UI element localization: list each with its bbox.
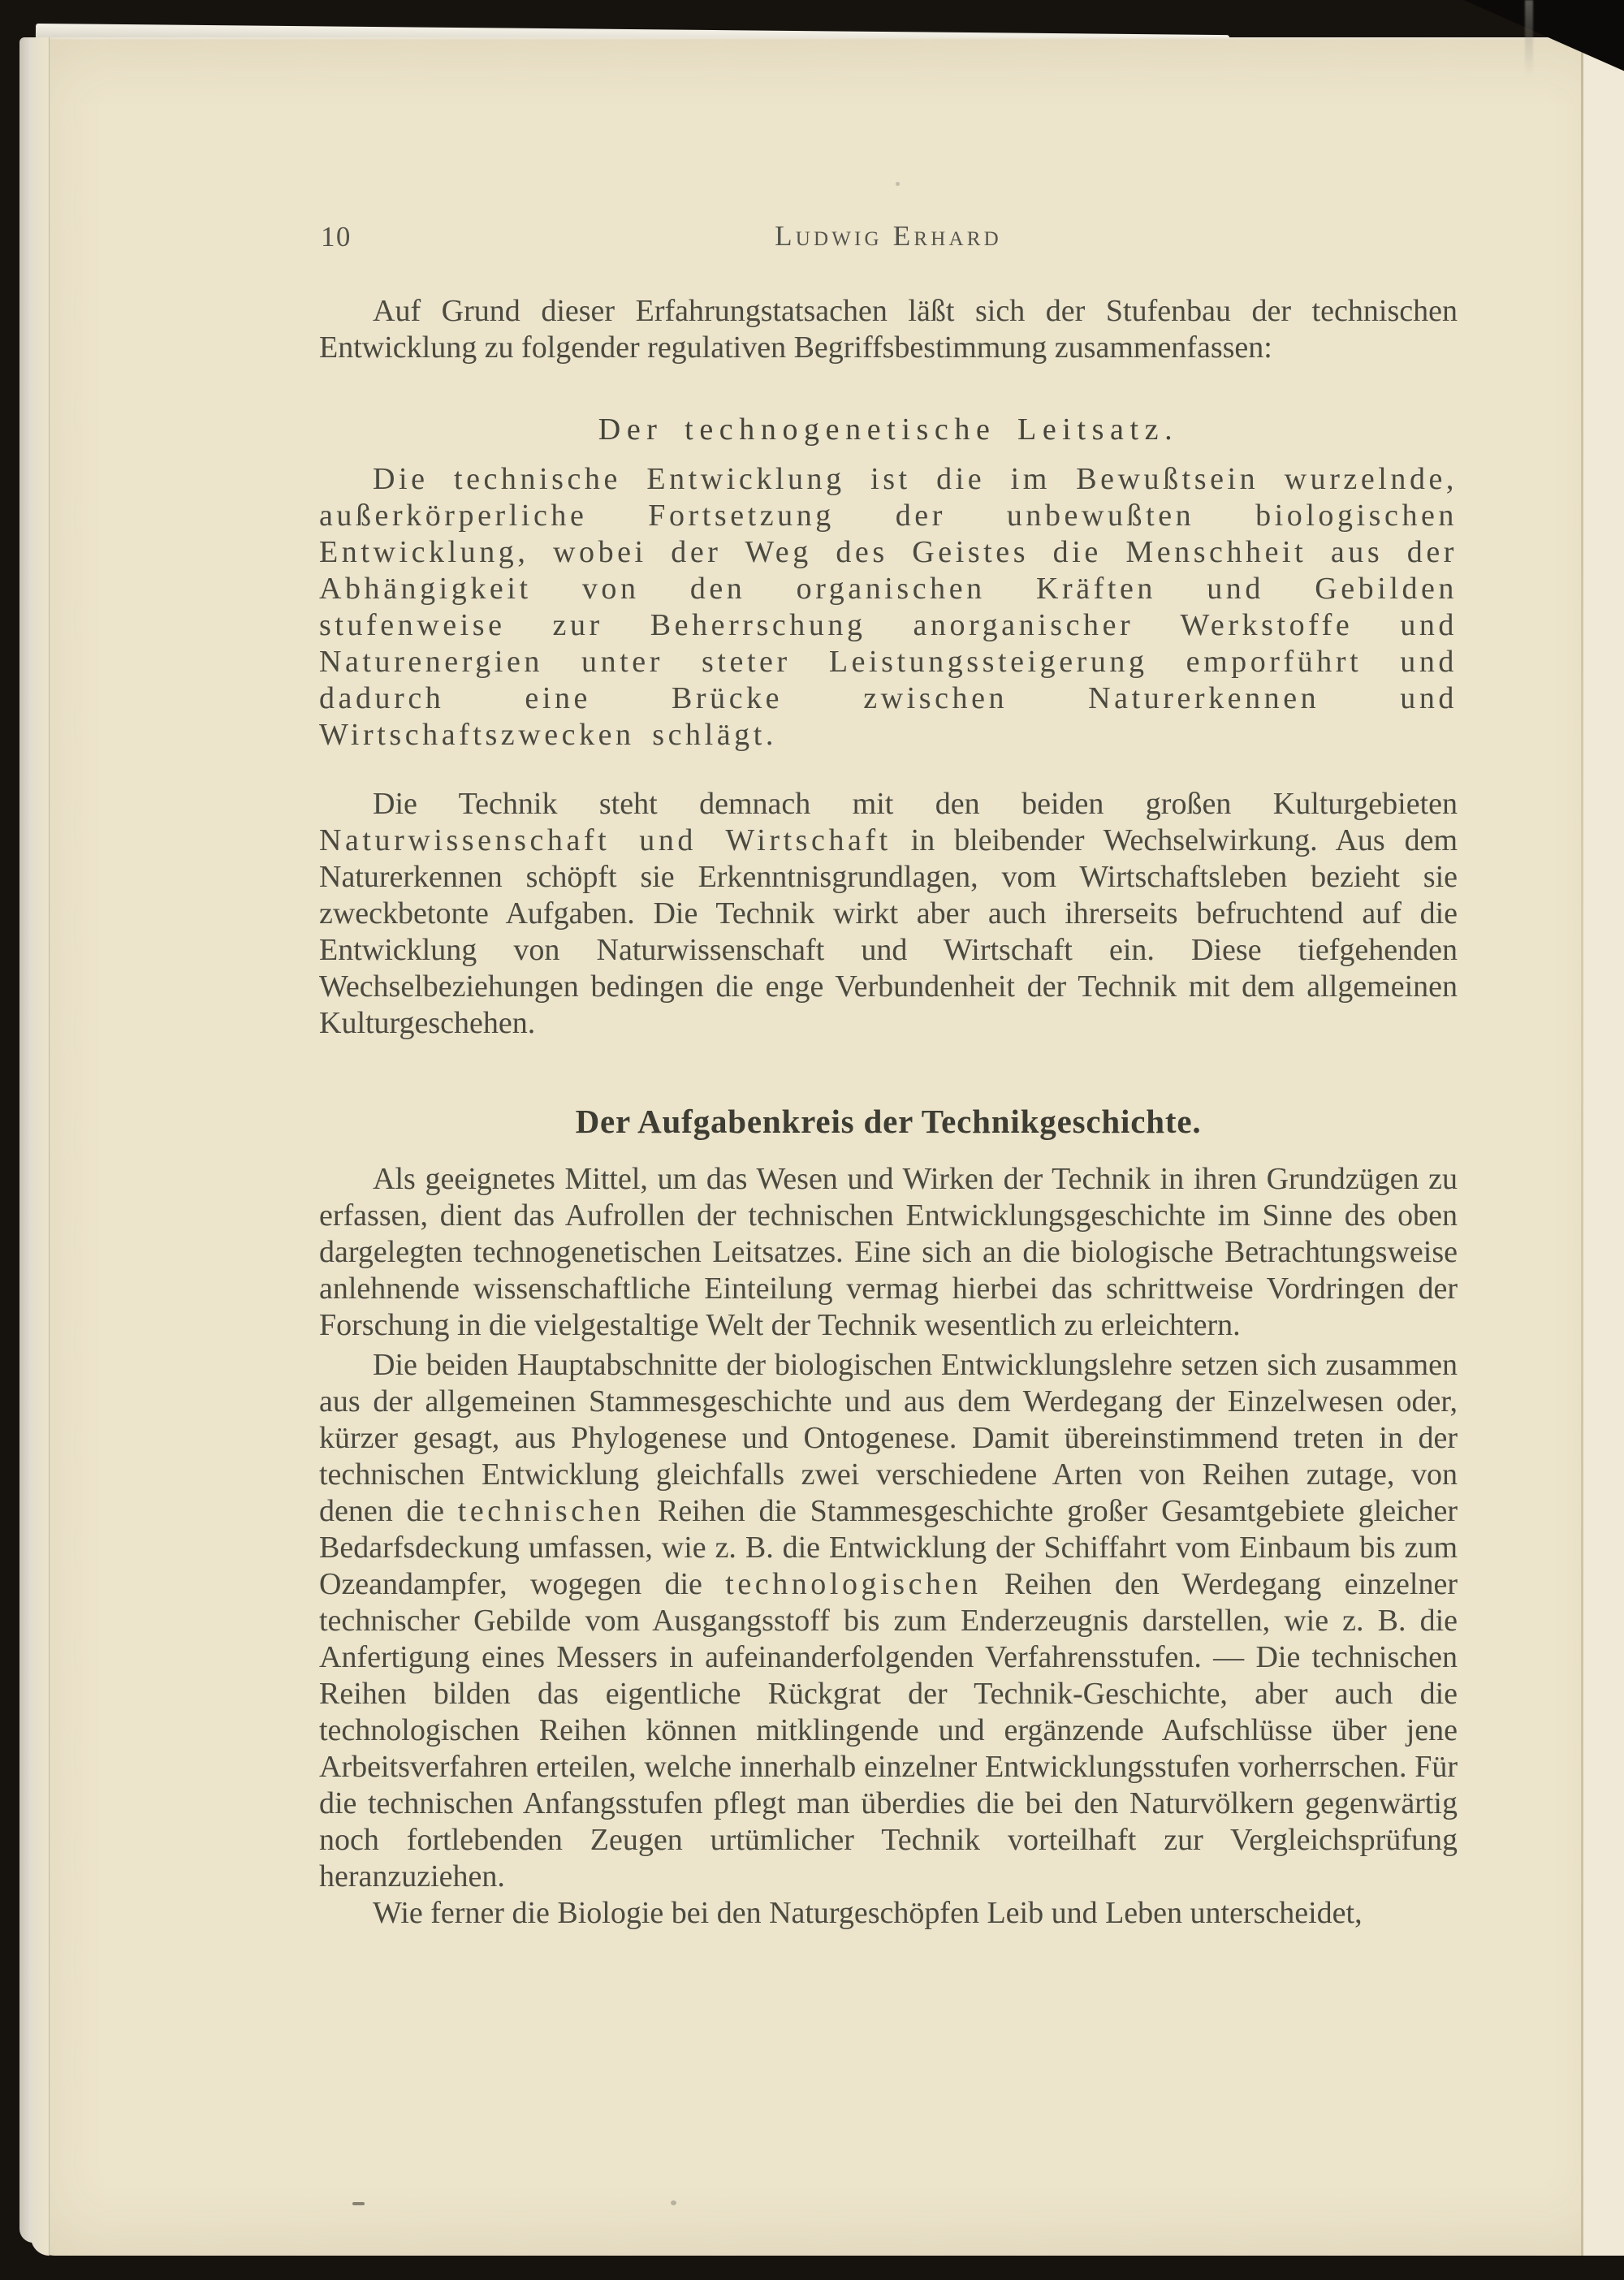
scan-speck [896,182,900,186]
page-gutter-left-band [31,37,50,2256]
scan-streak [1525,0,1533,77]
paragraph-mittel [319,1161,1458,1344]
page-content [319,218,1458,1932]
text-segment: in bleibender Wechselwirkung. Aus dem Naturerkennen schöpft sie Erkenntnisgrundlagen, vom Wirtschaftsleben bezieht sie zweckbetonte Aufgaben. Die Technik wirkt aber auch ihrerseits befruchtend auf die Entwicklung von Naturwissenschaft und Wirtschaft ein. Diese tiefgehenden Wechselbeziehungen bedingen die enge Verbundenheit der Technik mit dem allgemeinen Kulturgeschehen. [319,823,1458,1040]
leitsatz-paragraph [319,461,1458,754]
text-segment: Auf Grund dieser Erfahrungstatsachen läßt sich der Stufenbau der technischen Entwicklung zu folgender regulativen Begriffsbestimmung zusammenfassen: [319,294,1458,365]
emphasized-text: technologischen [725,1567,982,1601]
running-head-title: Ludwig Erhard [775,220,1002,252]
paragraph-intro [319,293,1458,366]
text-segment: Reihen die Stammesgeschichte großer Gesamtgebiete gleicher Bedarfsdeckung umfassen, wie z. B. die Entwicklung der Schiffahrt vom Einbaum bis zum Ozeandampfer, wogegen die [319,1494,1458,1601]
page-right-leaf [1583,37,1624,2256]
paragraph-biologie-anfang [319,1895,1458,1932]
text-segment: Die beiden Hauptabschnitte der biologischen Entwicklungslehre setzen sich zusammen aus der allgemeinen Stammesgeschichte und aus dem Werdegang der Einzelwesen oder, kürzer gesagt, aus Phylogenese und Ontogenese. Damit übereinstimmend treten in der technischen Entwicklung gleichfalls zwei verschiedene Arten von Reihen zutage, von denen die [319,1348,1458,1528]
scan-dash-mark [352,2202,365,2205]
page-number: 10 [321,221,352,253]
emphasized-text: Naturwissenschaft und Wirtschaft [319,823,892,857]
text-segment: Reihen den Werdegang einzelner technischer Gebilde vom Ausgangsstoff bis zum Enderzeugnis darstellen, wie z. B. die Anfertigung eines Messers in aufeinanderfolgenden Verfahrensstufen. — Die technischen Reihen bilden das eigentliche Rückgrat der Technik-Geschichte, aber auch die technologischen Reihen können mitklingende und ergänzende Aufschlüsse über jene Arbeitsverfahren erteilen, welche innerhalb einzelner Entwicklungsstufen vorherrschen. Für die technischen Anfangsstufen pflegt man überdies die bei den Naturvölkern gegenwärtig noch fortlebenden Zeugen urtümlicher Technik vorteilhaft zur Vergleichsprüfung heranzuziehen. [319,1567,1458,1894]
paragraph-technik-kultur [319,786,1458,1042]
emphasized-text: Die technische Entwicklung ist die im Bewußtsein wurzelnde, außerkörperliche Fortsetzung der unbewußten biologischen Entwicklung, wobei der Weg des Geistes die Menschheit aus der Abhängigkeit von den organischen Kräften und Gebilden stufenweise zur Beherrschung anorganischer Werkstoffe und Naturenergien unter steter Leistungssteigerung emporführt und dadurch eine Brücke zwischen Naturerkennen und Wirtschaftszwecken schlägt. [319,462,1458,752]
paragraph-hauptabschnitte [319,1347,1458,1895]
text-segment: Die Technik steht demnach mit den beiden großen Kulturgebieten [373,787,1458,821]
text-segment: Als geeignetes Mittel, um das Wesen und Wirken der Technik in ihren Grundzügen zu erfassen, dient das Aufrollen der technischen Entwicklungsgeschichte im Sinne des oben dargelegten technogenetischen Leitsatzes. Eine sich an die biologische Betrachtungsweise anlehnende wissenschaftliche Einteilung vermag hierbei das schrittweise Vordringen der Forschung in die vielgestaltige Welt der Technik wesentlich zu erleichtern. [319,1162,1458,1342]
scan-speck [671,2200,676,2205]
leitsatz-heading: Der technogenetische Leitsatz. [598,412,1179,447]
running-head [319,218,1458,256]
section-heading-aufgabenkreis: Der Aufgabenkreis der Technikgeschichte. [575,1103,1202,1140]
emphasized-text: technischen [457,1494,645,1528]
page-fold-crease [1581,37,1583,2256]
text-segment: Wie ferner die Biologie bei den Naturgeschöpfen Leib und Leben unterscheidet, [373,1896,1363,1930]
